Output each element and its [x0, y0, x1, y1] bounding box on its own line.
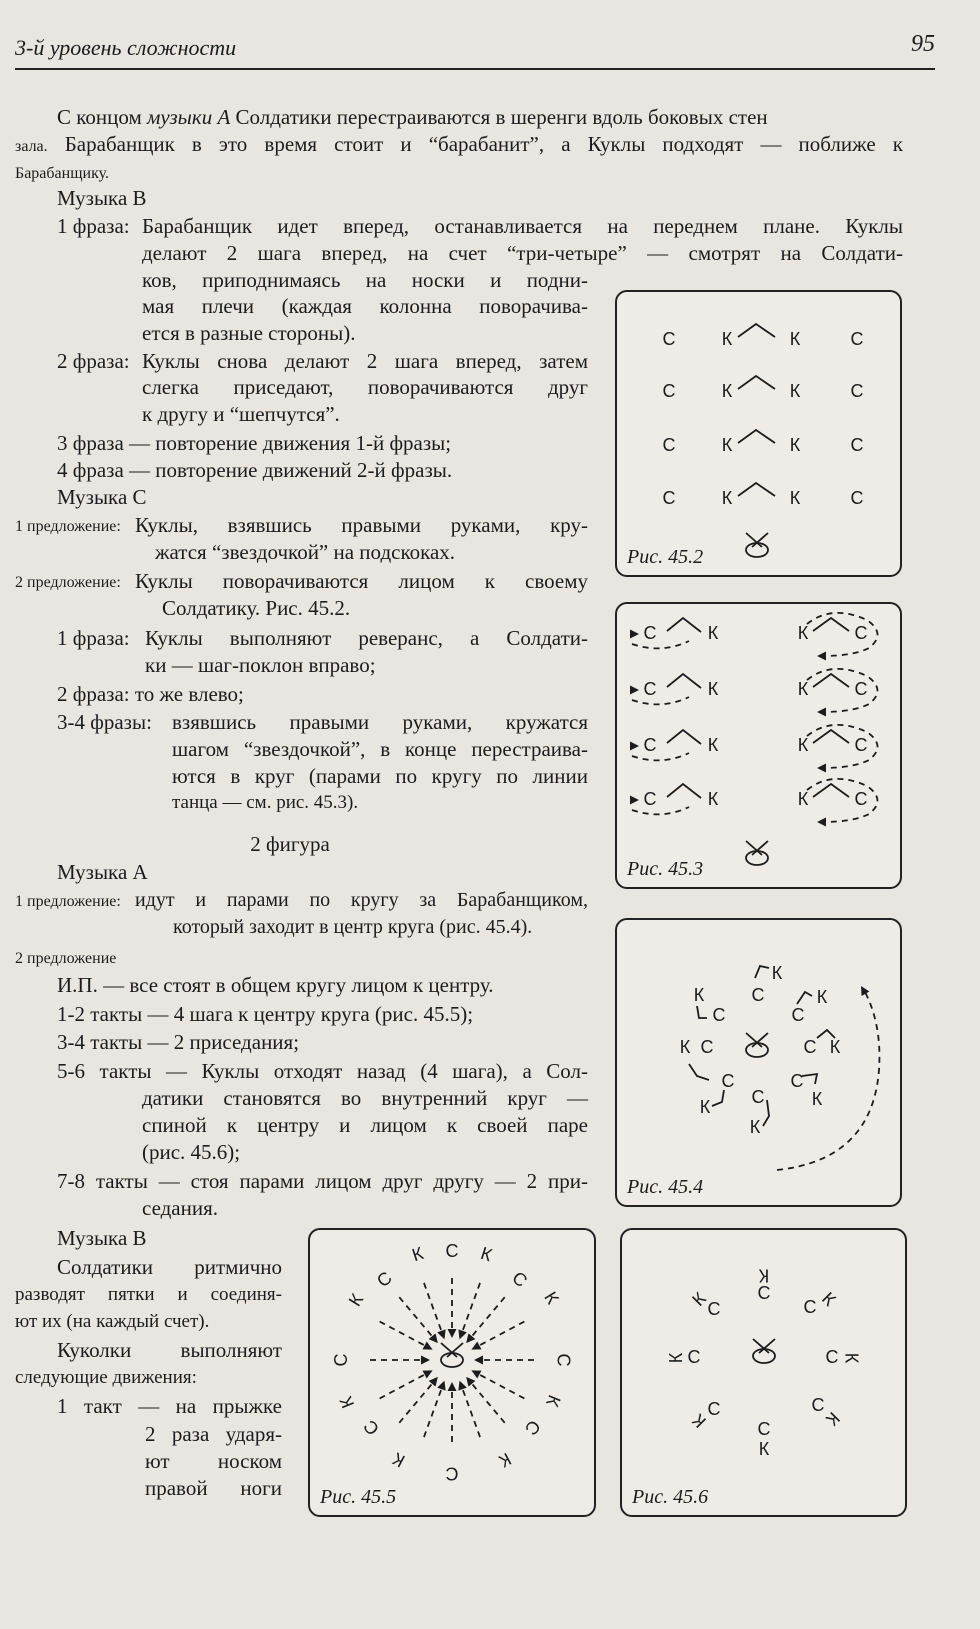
- doll-mark: К: [409, 1243, 426, 1266]
- soldier-mark: С: [372, 1267, 396, 1292]
- soldier-mark: С: [643, 622, 657, 643]
- soldier-mark: С: [687, 1346, 701, 1367]
- doll-mark: К: [707, 678, 719, 699]
- soldier-mark: С: [643, 788, 657, 809]
- text-line: 7-8 такты — стоя парами лицом друг другу — 2 при-: [57, 1169, 588, 1193]
- soldier-mark: С: [850, 434, 864, 455]
- doll-mark: К: [797, 622, 809, 643]
- figure-45-3: [615, 602, 902, 889]
- doll-mark: К: [789, 380, 801, 401]
- text-line: седания.: [142, 1196, 219, 1220]
- held-hands-line: [755, 966, 769, 978]
- soldier-mark: С: [662, 380, 676, 401]
- inward-step-line: [380, 1372, 429, 1398]
- inward-step-line: [424, 1384, 443, 1437]
- soldier-mark: С: [508, 1267, 532, 1292]
- movement-arrow: [817, 708, 826, 717]
- soldier-mark: С: [791, 1004, 805, 1025]
- movement-arrow: [817, 818, 826, 827]
- text-line: правой ноги: [145, 1476, 282, 1500]
- held-hands-line: [712, 1090, 724, 1106]
- doll-mark: К: [389, 1448, 409, 1472]
- soldier-mark: С: [707, 1398, 721, 1419]
- soldier-mark: С: [445, 1240, 459, 1261]
- held-hands-line: [813, 674, 849, 687]
- soldier-mark: С: [751, 984, 765, 1005]
- figure-caption: Рис. 45.4: [627, 1176, 704, 1198]
- text-line: делают 2 шага вперед, на счет “три-четыре” — смотрят на Солдати-: [142, 241, 903, 265]
- soldier-mark: С: [850, 487, 864, 508]
- movement-arrow: [817, 764, 826, 773]
- soldier-mark: С: [712, 1004, 726, 1025]
- soldier-mark: С: [850, 328, 864, 349]
- figure-caption: Рис. 45.5: [320, 1486, 397, 1508]
- soldier-mark: С: [811, 1394, 825, 1415]
- subheading: 2 фигура: [250, 832, 330, 856]
- text-line: 4 фраза — повторение движений 2-й фразы.: [57, 458, 453, 482]
- step-direction-arrow: [630, 742, 639, 751]
- held-hands-line: [667, 618, 701, 632]
- doll-mark: К: [693, 984, 705, 1005]
- step-direction-arrow: [630, 630, 639, 639]
- page-header: [15, 30, 935, 70]
- inward-step-arrow: [471, 1341, 481, 1349]
- doll-mark: К: [699, 1096, 711, 1117]
- text-line: жатся “звездочкой” на подскоках.: [155, 540, 456, 564]
- doll-mark: К: [749, 1116, 761, 1137]
- figure-45-5: [308, 1228, 596, 1517]
- inward-step-arrow: [448, 1329, 457, 1338]
- doll-mark: К: [542, 1392, 565, 1410]
- inward-step-arrow: [474, 1356, 483, 1365]
- soldier-mark: С: [445, 1463, 459, 1484]
- figure-45-3-diagram: [617, 604, 900, 887]
- soldier-mark: С: [662, 434, 676, 455]
- text-line: ется в разные стороны).: [142, 321, 356, 345]
- text-line: Солдатики ритмично: [57, 1255, 282, 1279]
- soldier-mark: С: [643, 678, 657, 699]
- figure-45-4-diagram: [617, 920, 900, 1205]
- movement-path: [632, 753, 689, 760]
- drum-icon: [746, 851, 768, 865]
- doll-mark: К: [789, 434, 801, 455]
- paragraph-line: зала. Барабанщик в это время стоит и “барабанит”, а Куклы подходят — поближе к: [15, 132, 903, 156]
- doll-mark: К: [811, 1088, 823, 1109]
- section-heading: Музыка А: [57, 860, 148, 884]
- figure-45-4: [615, 918, 902, 1207]
- doll-mark: К: [707, 788, 719, 809]
- text-line: разводят пятки и соединя-: [15, 1284, 282, 1305]
- doll-mark: К: [829, 1036, 841, 1057]
- held-hands-line: [738, 376, 775, 389]
- paragraph-line: С концом музыки А Солдатики перестраиваются в шеренги вдоль боковых стен: [57, 105, 768, 129]
- soldier-mark: С: [662, 487, 676, 508]
- movement-path: [632, 641, 689, 648]
- text-line: ют их (на каждый счет).: [15, 1311, 210, 1332]
- soldier-mark: С: [790, 1070, 804, 1091]
- page-number: 95: [911, 31, 935, 57]
- doll-mark: К: [679, 1036, 691, 1057]
- soldier-mark: С: [854, 678, 868, 699]
- soldier-mark: С: [850, 380, 864, 401]
- item-label: 1 фраза:: [57, 214, 130, 238]
- doll-mark: К: [721, 380, 733, 401]
- drum-icon: [441, 1353, 463, 1367]
- text-line: Куклы поворачиваются лицом к своему: [135, 569, 588, 593]
- soldier-mark: С: [662, 328, 676, 349]
- inward-step-line: [424, 1283, 443, 1336]
- doll-mark: К: [841, 1352, 862, 1364]
- inward-step-line: [399, 1380, 435, 1423]
- doll-mark: К: [789, 328, 801, 349]
- item-label: 1 предложение:: [15, 518, 121, 535]
- item-label: 2 предложение: [15, 950, 117, 967]
- text-line: мая плечи (каждая колонна поворачива-: [142, 294, 588, 318]
- text-line: (рис. 45.6);: [142, 1140, 241, 1164]
- inward-step-arrow: [423, 1341, 433, 1349]
- doll-mark: К: [721, 434, 733, 455]
- soldier-mark: С: [757, 1418, 771, 1439]
- soldier-mark: С: [700, 1036, 714, 1057]
- doll-mark: К: [797, 788, 809, 809]
- soldier-mark: С: [854, 622, 868, 643]
- text-line: 2 раза ударя-: [145, 1422, 282, 1446]
- held-hands-line: [667, 784, 701, 798]
- inward-step-line: [461, 1384, 480, 1437]
- text-line: Солдатику. Рис. 45.2.: [162, 596, 351, 620]
- soldier-mark: С: [825, 1346, 839, 1367]
- text-line: И.П. — все стоят в общем кругу лицом к центру.: [57, 973, 494, 997]
- soldier-mark: С: [330, 1353, 351, 1367]
- held-hands-line: [689, 1064, 709, 1080]
- movement-path: [632, 807, 689, 814]
- inward-step-line: [469, 1380, 505, 1423]
- text-line: 5-6 такты — Куклы отходят назад (4 шага), а Сол-: [57, 1059, 588, 1083]
- movement-arrow: [817, 652, 826, 661]
- inward-step-line: [469, 1297, 505, 1340]
- item-label: 1 предложение:: [15, 893, 121, 910]
- soldier-mark: С: [854, 734, 868, 755]
- text-line: танца — см. рис. 45.3).: [172, 792, 359, 813]
- doll-mark: К: [822, 1408, 844, 1430]
- held-hands-line: [667, 730, 701, 744]
- text-line: ков, приподнимаясь на носки и подни-: [142, 268, 588, 292]
- running-title: 3-й уровень сложности: [15, 35, 237, 60]
- text-line: 1-2 такты — 4 шага к центру круга (рис. 45.5);: [57, 1002, 474, 1026]
- drum-icon: [746, 543, 768, 557]
- soldier-mark: С: [707, 1298, 721, 1319]
- doll-mark: К: [344, 1290, 368, 1310]
- inward-step-line: [475, 1372, 524, 1398]
- text-line: идут и парами по кругу за Барабанщиком,: [135, 889, 588, 911]
- doll-mark: К: [478, 1243, 495, 1266]
- drum-icon: [753, 1349, 775, 1363]
- inward-step-arrow: [458, 1381, 466, 1391]
- text-line: спиной к центру и лицом к своей паре: [142, 1113, 588, 1137]
- soldier-mark: С: [520, 1416, 545, 1440]
- text-line: Барабанщик идет вперед, останавливается на переднем плане. Куклы: [142, 214, 903, 238]
- soldier-mark: С: [757, 1282, 771, 1303]
- soldier-mark: С: [803, 1296, 817, 1317]
- text-line: к другу и “шепчутся”.: [142, 402, 340, 426]
- held-hands-line: [797, 992, 812, 1004]
- text-line: Куклы, взявшись правыми руками, кру-: [135, 513, 588, 537]
- text-line: который заходит в центр круга (рис. 45.4).: [173, 916, 533, 938]
- doll-mark: К: [495, 1448, 515, 1472]
- soldier-mark: С: [359, 1416, 384, 1440]
- section-heading: Музыка С: [57, 485, 147, 509]
- doll-mark: К: [540, 1288, 563, 1308]
- figure-45-2: [615, 290, 902, 577]
- held-hands-line: [802, 1074, 817, 1084]
- held-hands-line: [813, 784, 849, 797]
- soldier-mark: С: [854, 788, 868, 809]
- item-label: 1 фраза:: [57, 626, 130, 650]
- doll-mark: К: [758, 1438, 770, 1459]
- item-label: 3-4 фразы:: [57, 710, 152, 734]
- doll-mark: К: [688, 1410, 710, 1432]
- item-label: 2 фраза:: [57, 349, 130, 373]
- inward-step-arrow: [421, 1356, 430, 1365]
- text-line: ют носком: [145, 1449, 282, 1473]
- figure-caption: Рис. 45.2: [627, 546, 704, 568]
- doll-mark: К: [707, 734, 719, 755]
- inward-step-line: [475, 1322, 524, 1348]
- doll-mark: К: [797, 734, 809, 755]
- drum-icon: [746, 1043, 768, 1057]
- text-line: следующие движения:: [15, 1367, 197, 1388]
- doll-mark: К: [816, 986, 828, 1007]
- inward-step-arrow: [448, 1382, 457, 1391]
- text-line: 3 фраза — повторение движения 1-й фразы;: [57, 431, 452, 455]
- figure-45-2-diagram: [617, 292, 900, 575]
- text-line: 2 фраза: то же влево;: [57, 682, 244, 706]
- text-line: Куклы выполняют реверанс, а Солдати-: [145, 626, 588, 650]
- doll-mark: К: [818, 1288, 840, 1310]
- soldier-mark: С: [553, 1353, 574, 1367]
- figure-45-6-diagram: [622, 1230, 905, 1515]
- figure-caption: Рис. 45.3: [627, 858, 704, 880]
- text-line: 1 такт — на прыжке: [57, 1394, 282, 1418]
- held-hands-line: [697, 1006, 707, 1018]
- figure-45-5-diagram: [310, 1230, 594, 1515]
- held-hands-line: [738, 483, 775, 496]
- text-line: слегка приседают, поворачиваются друг: [142, 375, 588, 399]
- inward-step-arrow: [458, 1329, 466, 1339]
- soldier-mark: С: [643, 734, 657, 755]
- figure-45-6: [620, 1228, 907, 1517]
- inward-step-arrow: [471, 1370, 481, 1378]
- inward-step-arrow: [423, 1370, 433, 1378]
- held-hands-line: [667, 674, 701, 688]
- section-heading: Музыка В: [57, 186, 147, 210]
- inward-step-arrow: [437, 1329, 445, 1339]
- doll-mark: К: [771, 962, 783, 983]
- item-label: 2 предложение:: [15, 574, 121, 591]
- movement-arrow: [861, 986, 869, 996]
- doll-mark: К: [789, 487, 801, 508]
- held-hands-line: [738, 430, 775, 443]
- held-hands-line: [813, 618, 849, 631]
- inward-step-line: [380, 1322, 429, 1348]
- section-heading: Музыка В: [57, 1226, 147, 1250]
- text-line: Куколки выполняют: [57, 1338, 282, 1362]
- text-line: ются в круг (парами по кругу по линии: [172, 764, 588, 788]
- doll-mark: К: [688, 1288, 710, 1310]
- inward-step-line: [399, 1297, 435, 1340]
- text-line: 3-4 такты — 2 приседания;: [57, 1030, 300, 1054]
- text-line: шагом “звездочкой”, в конце перестраива-: [172, 737, 588, 761]
- text-line: Куклы снова делают 2 шага вперед, затем: [142, 349, 588, 373]
- step-direction-arrow: [630, 796, 639, 805]
- text-line: ки — шаг-поклон вправо;: [145, 653, 376, 677]
- soldier-mark: С: [721, 1070, 735, 1091]
- step-direction-arrow: [630, 686, 639, 695]
- doll-mark: К: [707, 622, 719, 643]
- doll-mark: К: [758, 1265, 770, 1286]
- soldier-mark: С: [751, 1086, 765, 1107]
- doll-mark: К: [665, 1352, 686, 1364]
- inward-step-arrow: [437, 1381, 445, 1391]
- soldier-mark: С: [803, 1036, 817, 1057]
- doll-mark: К: [721, 328, 733, 349]
- doll-mark: К: [797, 678, 809, 699]
- paragraph-line: Барабанщику.: [15, 165, 110, 182]
- held-hands-line: [813, 730, 849, 743]
- doll-mark: К: [335, 1393, 359, 1412]
- doll-mark: К: [721, 487, 733, 508]
- movement-path: [632, 697, 689, 704]
- inward-step-line: [461, 1283, 480, 1336]
- held-hands-line: [738, 324, 775, 337]
- text-line: взявшись правыми руками, кружатся: [172, 710, 588, 734]
- figure-caption: Рис. 45.6: [632, 1486, 709, 1508]
- text-line: датики становятся во внутренний круг —: [142, 1086, 588, 1110]
